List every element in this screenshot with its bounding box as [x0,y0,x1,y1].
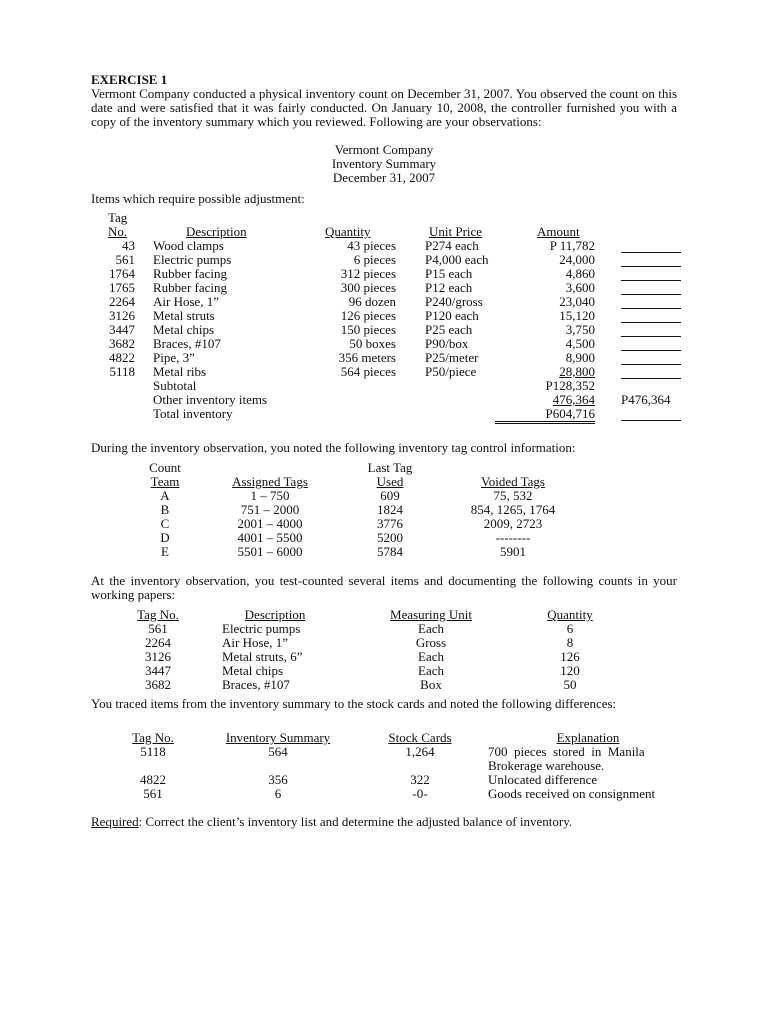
test-unit: Gross [415,635,447,650]
answer-blank [621,364,681,365]
inv-amount: 23,040 [559,294,595,309]
summary-company: Vermont Company [334,142,434,157]
answer-blank [621,308,681,309]
inv-qty: 43 pieces [347,238,396,253]
tag-assigned: 1 – 750 [250,488,290,503]
test-desc: Metal struts, 6” [222,649,303,664]
inv-qty: 300 pieces [340,280,396,295]
inv-amount: P 11,782 [549,238,595,253]
tag-header-voided: Voided Tags [481,474,545,489]
test-desc: Electric pumps [222,621,301,636]
subtotal-label: Subtotal [153,378,197,393]
tag-team: B [160,502,170,517]
tag-control-intro: During the inventory observation, you noted the following inventory tag control information: [91,440,576,455]
test-tag: 3447 [145,663,171,678]
test-qty: 50 [563,677,577,692]
tag-used: 5784 [377,544,403,559]
inv-qty: 96 dozen [348,294,396,309]
trace-tag: 5118 [140,744,166,759]
test-unit: Each [418,663,444,678]
tag-header-last-tag: Last Tag [367,460,413,475]
inv-desc: Metal chips [153,322,215,337]
tag-assigned: 5501 – 6000 [237,544,303,559]
trace-header-summary: Inventory Summary [225,730,331,745]
other-items-right-amount: P476,364 [621,392,671,407]
tag-used: 3776 [377,516,403,531]
test-header-tag: Tag No. [137,607,179,622]
inv-amount: 24,000 [559,252,595,267]
summary-date: December 31, 2007 [332,170,436,185]
tag-voided: 854, 1265, 1764 [470,502,556,517]
tag-assigned: 751 – 2000 [240,502,300,517]
trace-cards: 322 [410,772,430,787]
inv-desc: Air Hose, 1” [153,294,220,309]
answer-blank [621,322,681,323]
test-desc: Metal chips [222,663,284,678]
test-count-intro: At the inventory observation, you test-counted several items and documenting the following counts in your working papers: [91,573,677,602]
tag-used: 609 [380,488,400,503]
inv-tag: 1764 [109,266,135,281]
test-qty: 120 [560,663,580,678]
inv-amount: 8,900 [565,350,595,365]
tag-voided: 5901 [500,544,526,559]
inv-amount: 4,500 [565,336,595,351]
inv-amount: 15,120 [559,308,595,323]
answer-blank [621,252,681,253]
required-text: : Correct the client’s inventory list and determine the adjusted balance of inventory. [138,814,573,829]
exercise-title: EXERCISE 1 [91,72,168,87]
inv-qty: 312 pieces [340,266,396,281]
tag-team: E [161,544,169,559]
trace-explanation: Goods received on consignment [488,786,656,801]
inv-price: P90/box [425,336,469,351]
test-qty: 126 [560,649,580,664]
inv-desc: Wood clamps [153,238,224,253]
trace-summary: 564 [268,744,288,759]
inv-desc: Rubber facing [153,266,228,281]
inv-price: P240/gross [425,294,483,309]
trace-header-tag: Tag No. [132,730,174,745]
subtotal-amount: P128,352 [545,378,595,393]
inv-tag: 3447 [109,322,135,337]
inv-tag: 3126 [109,308,135,323]
inv-price: P25/meter [425,350,479,365]
inv-price: P12 each [425,280,473,295]
answer-blank [621,378,681,379]
trace-summary: 356 [268,772,288,787]
inv-desc: Pipe, 3” [153,350,195,365]
tag-voided: 2009, 2723 [483,516,543,531]
inv-qty: 6 pieces [353,252,396,267]
inv-header-unit-price: Unit Price [429,224,483,239]
inv-header-quantity: Quantity [325,224,371,239]
inv-desc: Rubber facing [153,280,228,295]
test-header-description: Description [244,607,306,622]
other-items-amount: 476,364 [552,392,595,407]
total-inventory-label: Total inventory [153,406,233,421]
trace-header-explanation: Explanation [556,730,620,745]
answer-blank [621,350,681,351]
tag-team: A [160,488,170,503]
test-qty: 6 [566,621,574,636]
answer-blank [621,420,681,421]
trace-cards: -0- [412,786,428,801]
test-unit: Box [420,677,442,692]
tag-team: C [160,516,170,531]
inv-price: P25 each [425,322,473,337]
tag-header-used: Used [376,474,404,489]
test-tag: 2264 [145,635,171,650]
tag-used: 5200 [377,530,403,545]
test-tag: 3682 [145,677,171,692]
inv-header-description: Description [186,224,247,239]
inv-tag: 1765 [109,280,135,295]
inv-amount: 28,800 [559,364,595,379]
inv-price: P50/piece [425,364,477,379]
test-unit: Each [418,621,444,636]
inv-desc: Metal struts [153,308,215,323]
test-desc: Braces, #107 [222,677,290,692]
test-unit: Each [418,649,444,664]
trace-header-cards: Stock Cards [388,730,452,745]
inv-amount: 3,750 [565,322,595,337]
other-items-label: Other inventory items [153,392,268,407]
tag-voided: 75, 532 [493,488,533,503]
inv-header-amount: Amount [537,224,580,239]
trace-summary: 6 [274,786,282,801]
inv-qty: 150 pieces [340,322,396,337]
test-tag: 3126 [145,649,171,664]
trace-tag: 4822 [140,772,166,787]
trace-cards: 1,264 [405,744,435,759]
inv-tag: 3682 [109,336,135,351]
inv-desc: Electric pumps [153,252,232,267]
inv-price: P15 each [425,266,473,281]
inv-price: P4,000 each [425,252,489,267]
trace-tag: 561 [143,786,163,801]
inv-qty: 564 pieces [340,364,396,379]
inv-amount: 4,860 [565,266,595,281]
tag-header-assigned: Assigned Tags [232,474,308,489]
inv-price: P274 each [425,238,479,253]
inv-tag: 43 [122,238,135,253]
required-line [91,815,572,829]
inv-tag: 5118 [109,364,135,379]
inv-qty: 126 pieces [340,308,396,323]
test-tag: 561 [148,621,168,636]
inv-price: P120 each [425,308,479,323]
inv-header-tag-top: Tag [108,210,128,225]
answer-blank [621,336,681,337]
inv-tag: 4822 [109,350,135,365]
test-header-unit: Measuring Unit [390,607,472,622]
adjust-label: Items which require possible adjustment: [91,191,305,206]
intro-paragraph: Vermont Company conducted a physical inventory count on December 31, 2007. You observed the count on this date and were satisfied that it was fairly conducted. On January 10, 2008, the controller furnished you with a copy of the inventory summary which you reviewed. Following are your observations: [91,86,677,129]
tag-used: 1824 [377,502,403,517]
inv-header-tag: No. [108,224,128,239]
trace-intro: You traced items from the inventory summary to the stock cards and noted the following differences: [91,696,617,711]
test-desc: Air Hose, 1” [222,635,289,650]
inv-tag: 561 [115,252,135,267]
total-inventory-amount: P604,716 [495,407,595,424]
answer-blank [621,266,681,267]
test-header-quantity: Quantity [547,607,593,622]
inv-qty: 50 boxes [349,336,396,351]
answer-blank [621,294,681,295]
inv-tag: 2264 [109,294,135,309]
tag-team: D [160,530,170,545]
inv-desc: Metal ribs [153,364,207,379]
answer-blank [621,280,681,281]
inv-amount: 3,600 [565,280,595,295]
trace-explanation: Unlocated difference [488,772,598,787]
inv-desc: Braces, #107 [153,336,221,351]
tag-header-count: Count [149,460,181,475]
tag-header-team: Team [150,474,180,489]
required-label: Required [91,814,139,829]
trace-explanation: 700 pieces stored in Manila [488,744,645,759]
test-qty: 8 [566,635,574,650]
tag-assigned: 2001 – 4000 [237,516,303,531]
trace-explanation-cont: Brokerage warehouse. [488,758,605,773]
tag-assigned: 4001 – 5500 [237,530,303,545]
summary-title: Inventory Summary [331,156,437,171]
tag-voided: -------- [495,530,531,545]
inv-qty: 356 meters [338,350,396,365]
